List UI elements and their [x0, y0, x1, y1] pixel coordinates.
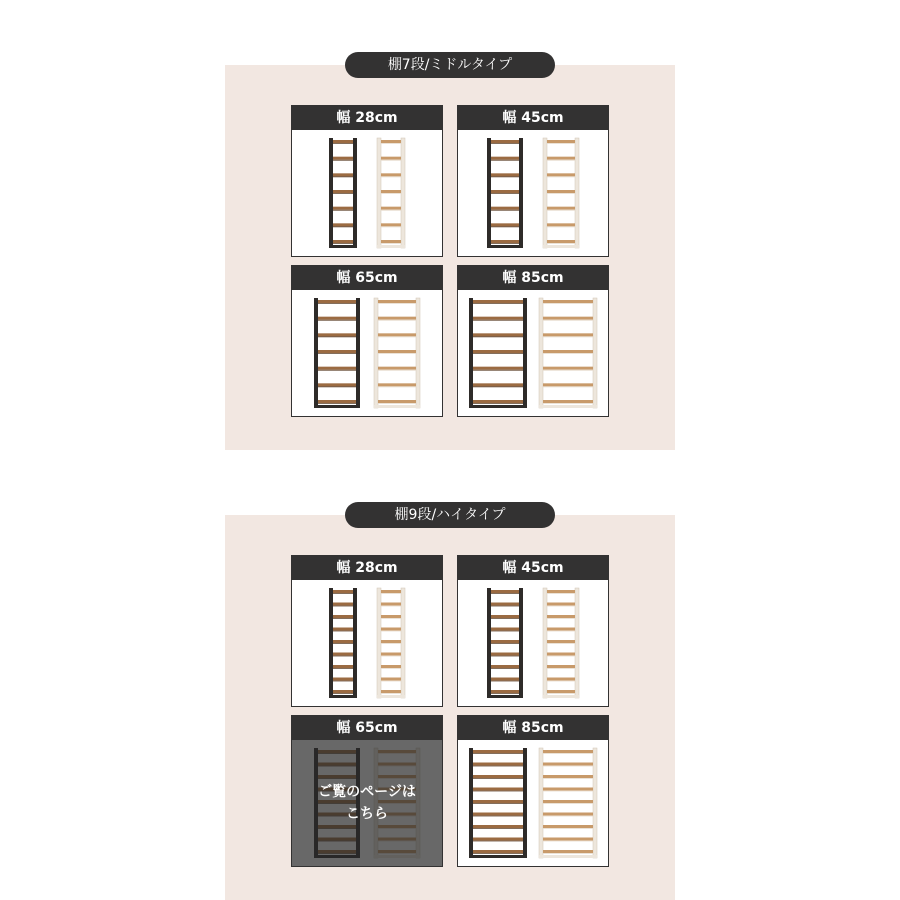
rack-shelf — [378, 317, 416, 320]
rack-shelf — [491, 207, 519, 210]
rack-post-right — [593, 298, 597, 408]
rack-shelf — [473, 800, 523, 803]
rack-base — [469, 855, 527, 858]
rack-shelf — [491, 603, 519, 606]
rack-base — [539, 405, 597, 408]
rack-post-right — [523, 748, 527, 858]
rack-shelf — [547, 140, 575, 143]
rack-shelf — [491, 678, 519, 681]
rack-image — [458, 290, 608, 416]
rack-shelf — [491, 240, 519, 243]
rack-shelf — [381, 653, 401, 656]
rack-base — [329, 245, 357, 248]
rack-shelf — [543, 750, 593, 753]
rack-shelf — [378, 400, 416, 403]
card-label: 幅 65cm — [292, 266, 442, 290]
rack-image — [292, 290, 442, 416]
rack-shelf — [547, 223, 575, 226]
rack-post-left — [329, 138, 333, 248]
rack-shelf — [491, 140, 519, 143]
rack-post-right — [575, 138, 579, 248]
rack-image — [292, 130, 442, 256]
rack-shelf — [381, 640, 401, 643]
rack-base — [469, 405, 527, 408]
rack-shelf — [473, 350, 523, 353]
rack-shelf — [491, 590, 519, 593]
card-high-w65-current[interactable] — [291, 715, 443, 867]
rack-shelf — [381, 223, 401, 226]
rack-shelf — [473, 850, 523, 853]
rack-shelf — [547, 640, 575, 643]
rack-shelf — [491, 628, 519, 631]
rack-shelf — [543, 300, 593, 303]
rack-shelf — [318, 367, 356, 370]
rack-shelf — [473, 383, 523, 386]
card-high-w45[interactable] — [457, 555, 609, 707]
rack-shelf — [543, 813, 593, 816]
rack-base — [377, 695, 405, 698]
rack-post-left — [377, 588, 381, 698]
card-label: 幅 28cm — [292, 106, 442, 130]
rack-post-left — [377, 138, 381, 248]
rack-shelf — [381, 140, 401, 143]
rack-post-left — [469, 748, 473, 858]
rack-shelf — [381, 590, 401, 593]
rack-post-left — [314, 298, 318, 408]
rack-post-right — [401, 588, 405, 698]
rack-shelf — [473, 317, 523, 320]
rack-post-right — [519, 588, 523, 698]
rack-shelf — [543, 850, 593, 853]
rack-post-right — [356, 298, 360, 408]
rack-shelf — [333, 207, 353, 210]
rack-shelf — [543, 383, 593, 386]
rack-shelf — [333, 603, 353, 606]
rack-shelf — [491, 173, 519, 176]
rack-post-left — [539, 748, 543, 858]
card-high-w85[interactable] — [457, 715, 609, 867]
rack-shelf — [381, 678, 401, 681]
rack-shelf — [333, 615, 353, 618]
rack-post-left — [374, 298, 378, 408]
rack-shelf — [333, 640, 353, 643]
section-middle-title: 棚7段/ミドルタイプ — [345, 52, 555, 78]
rack-shelf — [491, 690, 519, 693]
rack-shelf — [381, 690, 401, 693]
rack-shelf — [547, 690, 575, 693]
card-middle-w28[interactable] — [291, 105, 443, 257]
rack-shelf — [543, 317, 593, 320]
rack-base — [377, 245, 405, 248]
rack-shelf — [318, 333, 356, 336]
rack-shelf — [473, 825, 523, 828]
rack-shelf — [543, 800, 593, 803]
rack-shelf — [473, 838, 523, 841]
rack-shelf — [491, 223, 519, 226]
rack-post-left — [539, 298, 543, 408]
rack-shelf — [547, 628, 575, 631]
rack-shelf — [543, 788, 593, 791]
rack-shelf — [547, 173, 575, 176]
rack-shelf — [491, 190, 519, 193]
card-middle-w45[interactable] — [457, 105, 609, 257]
rack-shelf — [547, 240, 575, 243]
rack-shelf — [378, 383, 416, 386]
rack-shelf — [381, 628, 401, 631]
card-middle-w65[interactable] — [291, 265, 443, 417]
rack-shelf — [333, 190, 353, 193]
rack-post-right — [401, 138, 405, 248]
rack-shelf — [333, 690, 353, 693]
rack-shelf — [378, 300, 416, 303]
rack-shelf — [547, 590, 575, 593]
rack-shelf — [381, 603, 401, 606]
card-middle-w85[interactable] — [457, 265, 609, 417]
rack-base — [487, 695, 523, 698]
rack-base — [329, 695, 357, 698]
rack-shelf — [543, 333, 593, 336]
rack-post-left — [543, 588, 547, 698]
rack-shelf — [473, 775, 523, 778]
card-high-w28[interactable] — [291, 555, 443, 707]
rack-post-left — [329, 588, 333, 698]
rack-shelf — [333, 665, 353, 668]
current-page-label-2: こちら — [345, 806, 388, 822]
rack-shelf — [333, 223, 353, 226]
rack-shelf — [547, 157, 575, 160]
rack-shelf — [381, 240, 401, 243]
current-page-label: ご覧のページは — [318, 784, 416, 800]
rack-shelf — [491, 157, 519, 160]
rack-base — [487, 245, 523, 248]
rack-post-left — [543, 138, 547, 248]
card-label: 幅 45cm — [458, 556, 608, 580]
rack-shelf — [333, 140, 353, 143]
rack-post-right — [416, 298, 420, 408]
rack-shelf — [543, 838, 593, 841]
rack-shelf — [378, 333, 416, 336]
rack-shelf — [491, 665, 519, 668]
rack-post-right — [353, 138, 357, 248]
current-page-overlay — [292, 740, 442, 866]
rack-shelf — [318, 400, 356, 403]
rack-illustration — [458, 580, 608, 706]
section-high-title: 棚9段/ハイタイプ — [345, 502, 555, 528]
rack-shelf — [333, 628, 353, 631]
rack-shelf — [547, 665, 575, 668]
rack-shelf — [491, 640, 519, 643]
rack-post-right — [523, 298, 527, 408]
rack-post-left — [487, 588, 491, 698]
rack-shelf — [543, 763, 593, 766]
rack-shelf — [381, 173, 401, 176]
rack-shelf — [473, 813, 523, 816]
rack-shelf — [543, 350, 593, 353]
rack-illustration — [458, 740, 608, 866]
rack-shelf — [547, 678, 575, 681]
rack-shelf — [318, 383, 356, 386]
rack-shelf — [333, 678, 353, 681]
card-label: 幅 45cm — [458, 106, 608, 130]
rack-shelf — [547, 207, 575, 210]
rack-shelf — [473, 763, 523, 766]
rack-image — [292, 580, 442, 706]
rack-post-right — [353, 588, 357, 698]
rack-shelf — [473, 750, 523, 753]
rack-shelf — [547, 603, 575, 606]
rack-shelf — [333, 157, 353, 160]
rack-shelf — [318, 300, 356, 303]
rack-shelf — [543, 775, 593, 778]
rack-shelf — [333, 590, 353, 593]
rack-illustration — [292, 580, 442, 706]
rack-base — [543, 245, 579, 248]
rack-shelf — [491, 653, 519, 656]
rack-shelf — [473, 788, 523, 791]
rack-image — [458, 130, 608, 256]
rack-shelf — [333, 240, 353, 243]
rack-shelf — [547, 615, 575, 618]
rack-shelf — [473, 400, 523, 403]
rack-shelf — [318, 317, 356, 320]
rack-post-left — [469, 298, 473, 408]
rack-shelf — [333, 653, 353, 656]
rack-shelf — [381, 157, 401, 160]
rack-image — [458, 580, 608, 706]
rack-shelf — [543, 825, 593, 828]
rack-shelf — [378, 367, 416, 370]
rack-illustration — [458, 130, 608, 256]
rack-shelf — [491, 615, 519, 618]
rack-shelf — [381, 190, 401, 193]
rack-shelf — [381, 665, 401, 668]
rack-shelf — [473, 333, 523, 336]
rack-illustration — [292, 290, 442, 416]
rack-illustration — [292, 130, 442, 256]
rack-shelf — [378, 350, 416, 353]
rack-base — [374, 405, 420, 408]
card-label: 幅 85cm — [458, 266, 608, 290]
rack-illustration — [458, 290, 608, 416]
rack-base — [314, 405, 360, 408]
rack-post-right — [593, 748, 597, 858]
rack-shelf — [473, 300, 523, 303]
rack-base — [543, 695, 579, 698]
card-label: 幅 28cm — [292, 556, 442, 580]
rack-shelf — [381, 615, 401, 618]
rack-shelf — [543, 367, 593, 370]
rack-shelf — [318, 350, 356, 353]
rack-post-right — [519, 138, 523, 248]
rack-post-right — [575, 588, 579, 698]
rack-shelf — [381, 207, 401, 210]
card-label: 幅 85cm — [458, 716, 608, 740]
rack-post-left — [487, 138, 491, 248]
rack-shelf — [547, 653, 575, 656]
rack-base — [539, 855, 597, 858]
rack-shelf — [543, 400, 593, 403]
rack-shelf — [473, 367, 523, 370]
card-label: 幅 65cm — [292, 716, 442, 740]
rack-image — [458, 740, 608, 866]
rack-shelf — [547, 190, 575, 193]
rack-shelf — [333, 173, 353, 176]
